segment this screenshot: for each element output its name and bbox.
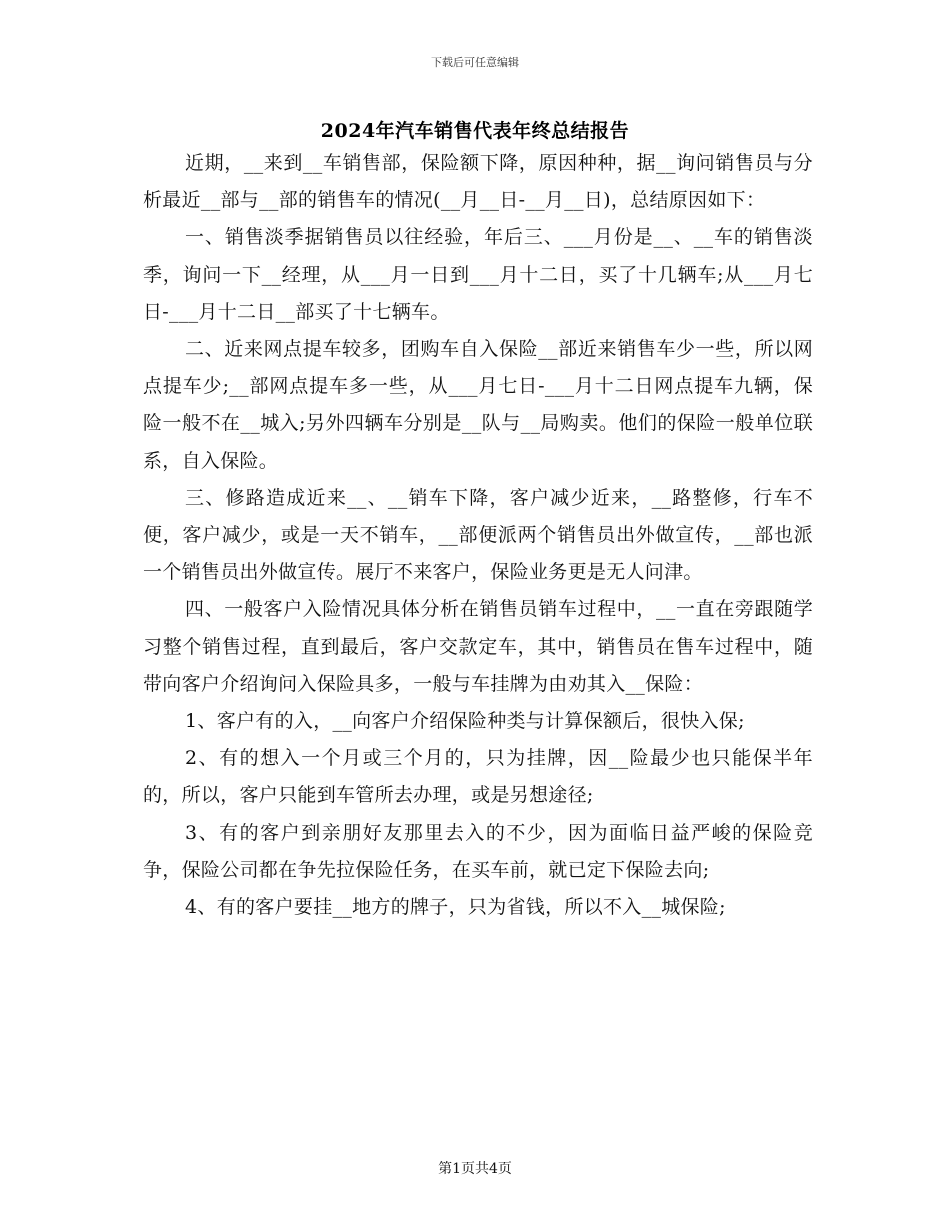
list-item-1: 1、客户有的入，__向客户介绍保险种类与计算保额后，很快入保; [185, 710, 745, 733]
paragraph-section-2: 二、近来网点提车较多，团购车自入保险__部近来销售车少一些，所以网点提车少;__部网点提车多一些，从___月七日-___月十二日网点提车九辆，保险一般不在__城入;另外四辆车分别是__队与__局购卖。他们的保险一般单位联系，自入保险。 [143, 338, 813, 472]
paragraph-section-1: 一、销售淡季据销售员以往经验，年后三、___月份是__、__车的销售淡季，询问一下__经理，从___月一日到___月十二日，买了十几辆车;从___月七日-___月十二日__部买了十七辆车。 [143, 226, 813, 323]
paragraph-section-3: 三、修路造成近来__、__销车下降，客户减少近来，__路整修，行车不便，客户减少，或是一天不销车，__部便派两个销售员出外做宣传，__部也派一个销售员出外做宣传。展厅不来客户，保险业务更是无人问津。 [143, 486, 813, 584]
header-note: 下载后可任意编辑 [431, 56, 519, 69]
list-item-4: 4、有的客户要挂__地方的牌子，只为省钱，所以不入__城保险; [185, 896, 726, 919]
page-footer: 第1页共4页 [438, 1161, 512, 1177]
paragraph-intro: 近期，__来到__车销售部，保险额下降，原因种种，据__询问销售员与分析最近__部与__部的销售车的情况(__月__日-__月__日)，总结原因如下： [143, 152, 813, 212]
document-title: 2024年汽车销售代表年终总结报告 [320, 120, 630, 142]
list-item-2: 2、有的想入一个月或三个月的，只为挂牌，因__险最少也只能保半年的，所以，客户只能到车管所去办理，或是另想途径; [143, 747, 813, 807]
paragraph-section-4: 四、一般客户入险情况具体分析在销售员销车过程中，__一直在旁跟随学习整个销售过程，直到最后，客户交款定车，其中，销售员在售车过程中，随带向客户介绍询问入保险具多，一般与车挂牌为由劝其入__保险： [143, 598, 813, 695]
document-body [143, 145, 813, 926]
list-item-3: 3、有的客户到亲朋好友那里去入的不少，因为面临日益严峻的保险竞争，保险公司都在争先拉保险任务，在买车前，就已定下保险去向; [143, 821, 813, 881]
